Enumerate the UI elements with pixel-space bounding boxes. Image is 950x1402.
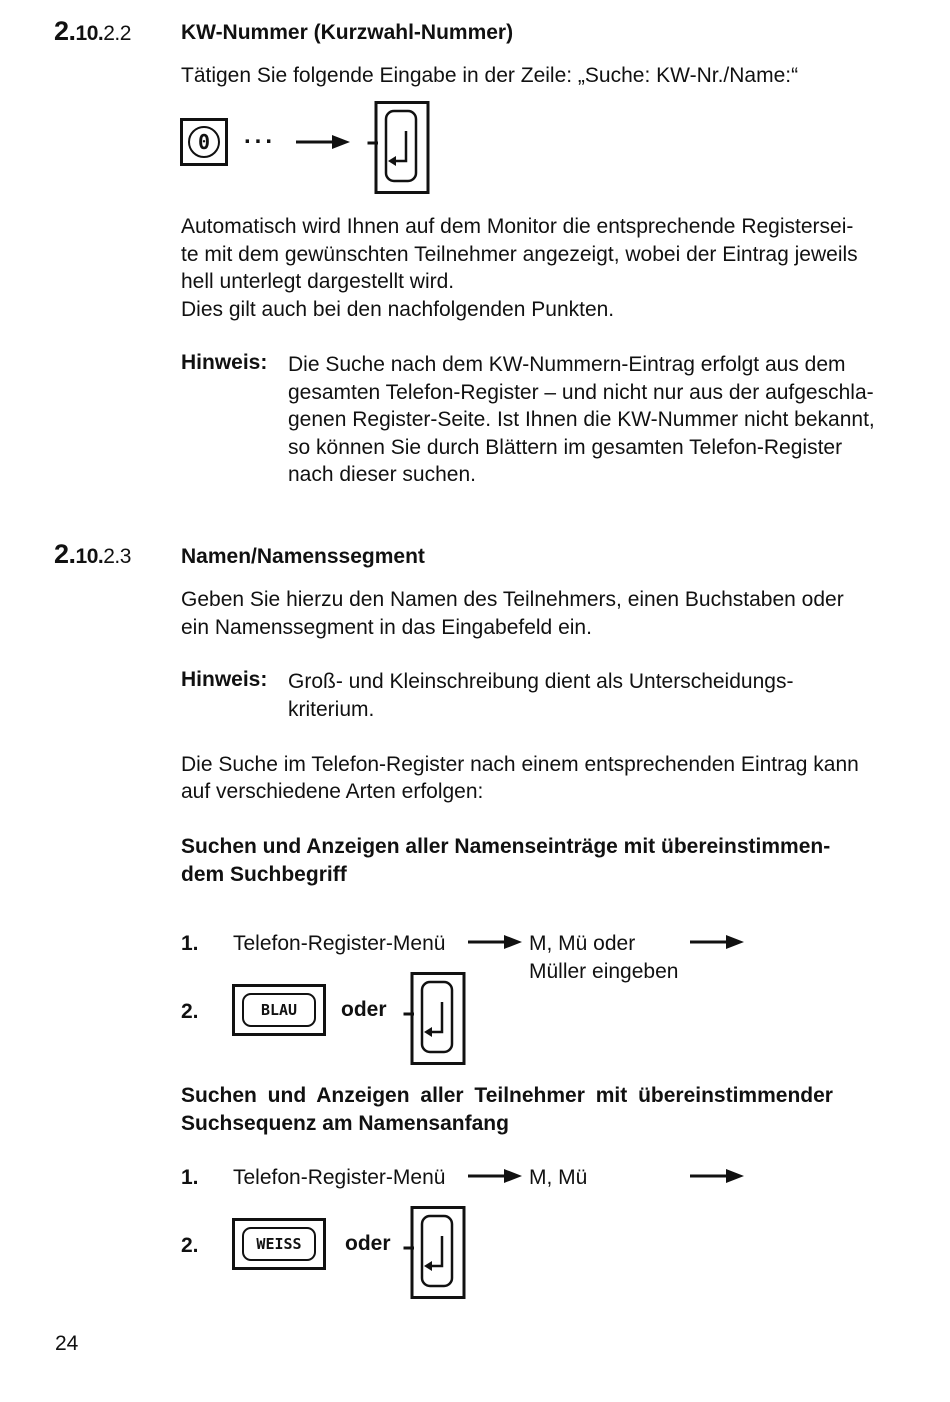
arrow-right-icon (690, 934, 746, 950)
arrow-right-icon (296, 134, 352, 150)
blau-key-label: BLAU (260, 1001, 298, 1019)
zero-key-icon (180, 118, 228, 166)
section-intro-2: ein Namenssegment in das Eingabefeld ein. (181, 616, 592, 639)
step-result-1: M, Mü oder (529, 932, 636, 955)
arrow-right-icon (690, 1168, 746, 1184)
arrow-right-icon (468, 934, 524, 950)
blau-key-icon (232, 984, 326, 1036)
section-intro-1: Geben Sie hierzu den Namen des Teilnehmers, einen Buchstaben oder (181, 588, 844, 611)
zero-key-label: 0 (197, 130, 211, 154)
step-text-menu: Telefon-Register-Menü (233, 932, 446, 955)
zero-key-cap (188, 126, 220, 158)
section-title-kw-nummer: KW-Nummer (Kurzwahl-Nummer) (181, 21, 514, 44)
step-number-1: 1. (181, 1166, 199, 1189)
arrow-right-icon (468, 1168, 524, 1184)
note-line-2: gesamten Telefon-Register – und nicht nur aus der aufgeschla- (288, 381, 874, 404)
step-number-2: 2. (181, 1000, 199, 1023)
blau-key-cap (242, 993, 316, 1027)
enter-key-icon (366, 101, 430, 194)
subsection-heading-2-line-2: Suchsequenz am Namensanfang (181, 1112, 509, 1135)
ellipsis-text: ... (244, 122, 277, 149)
section-body-4: Dies gilt auch bei den nachfolgenden Punkten. (181, 298, 615, 321)
section-body-2: te mit dem gewünschten Teilnehmer angezeigt, wobei der Eintrag jeweils (181, 243, 858, 266)
section-body-1: Die Suche im Telefon-Register nach einem entsprechenden Eintrag kann (181, 753, 859, 776)
or-text: oder (341, 998, 387, 1021)
weiss-key-icon (232, 1218, 326, 1270)
step-number-2: 2. (181, 1234, 199, 1257)
section-body-1: Automatisch wird Ihnen auf dem Monitor die entsprechende Registersei- (181, 215, 854, 238)
note-label: Hinweis: (181, 351, 268, 374)
note-line-2: kriterium. (288, 698, 375, 721)
note-line-4: so können Sie durch Blättern im gesamten Telefon-Register (288, 436, 843, 459)
subsection-heading-2-line-1: Suchen und Anzeigen aller Teilnehmer mit übereinstimmender (181, 1084, 833, 1107)
subsection-heading-1-line-2: dem Suchbegriff (181, 863, 347, 886)
or-text: oder (345, 1232, 391, 1255)
section-body-2: auf verschiedene Arten erfolgen: (181, 780, 484, 803)
section-number-2-10-2-3: 2.10.2.3 (54, 539, 131, 569)
subsection-heading-1-line-1: Suchen und Anzeigen aller Namenseinträge mit übereinstimmen- (181, 835, 831, 858)
section-number-2-10-2-2: 2.10.2.2 (54, 16, 131, 46)
weiss-key-label: WEISS (256, 1235, 302, 1253)
page-number: 24 (55, 1332, 79, 1355)
step-number-1: 1. (181, 932, 199, 955)
note-line-1: Die Suche nach dem KW-Nummern-Eintrag erfolgt aus dem (288, 353, 846, 376)
note-line-1: Groß- und Kleinschreibung dient als Unterscheidungs- (288, 670, 794, 693)
note-line-5: nach dieser suchen. (288, 463, 476, 486)
step-text-menu: Telefon-Register-Menü (233, 1166, 446, 1189)
section-title-namen: Namen/Namenssegment (181, 545, 425, 568)
step-result-1: M, Mü (529, 1166, 588, 1189)
note-label: Hinweis: (181, 668, 268, 691)
note-line-3: genen Register-Seite. Ist Ihnen die KW-Nummer nicht bekannt, (288, 408, 875, 431)
enter-key-icon (402, 972, 466, 1065)
section-intro: Tätigen Sie folgende Eingabe in der Zeile: „Suche: KW-Nr./Name:“ (181, 64, 799, 87)
section-body-3: hell unterlegt dargestellt wird. (181, 270, 455, 293)
enter-key-icon (402, 1206, 466, 1299)
weiss-key-cap (242, 1227, 316, 1261)
step-result-2: Müller eingeben (529, 960, 679, 983)
